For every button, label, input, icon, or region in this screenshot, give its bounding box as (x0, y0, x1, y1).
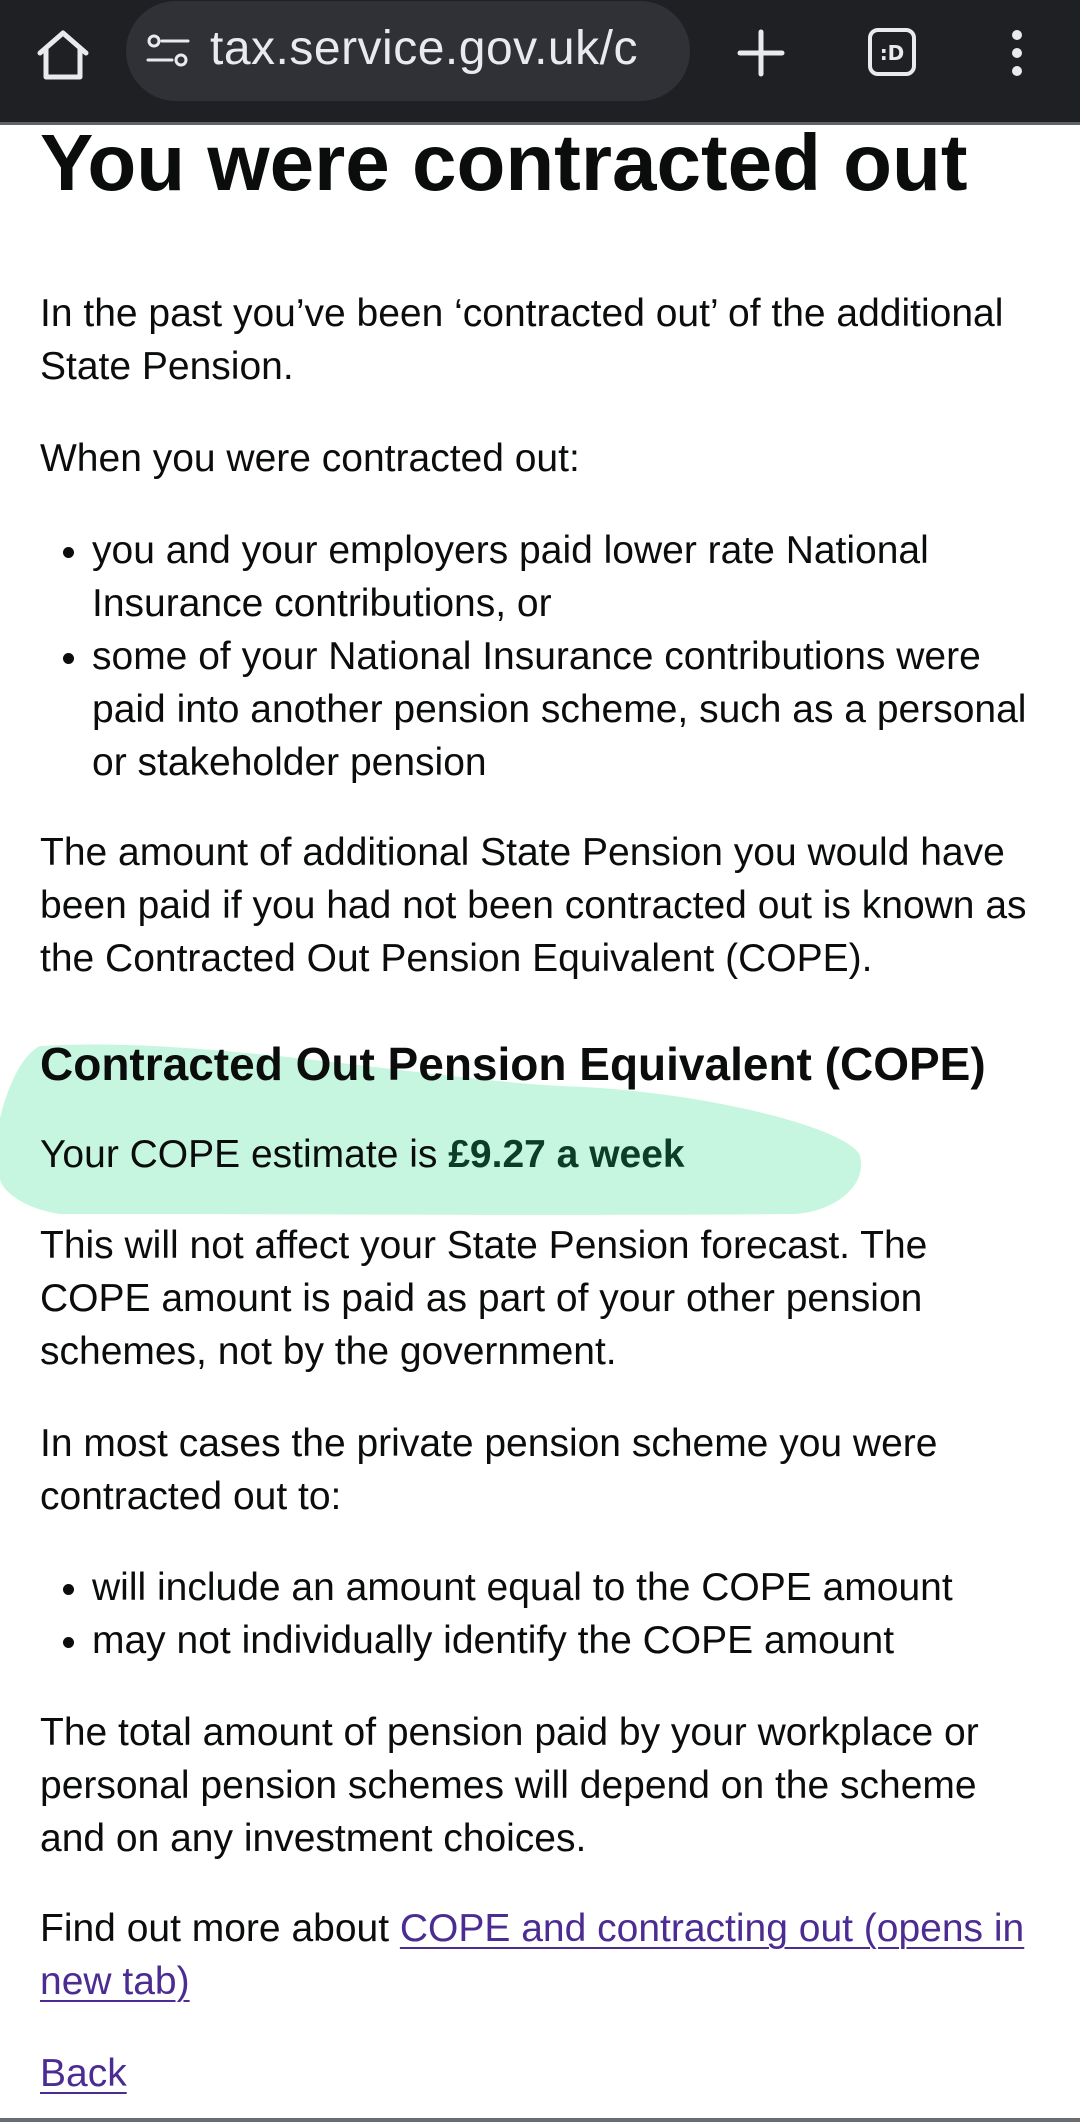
more-options-icon[interactable] (1000, 28, 1034, 78)
most-cases-label: In most cases the private pension scheme you were contracted out to: (40, 1422, 938, 1518)
back-link[interactable]: Back (40, 2052, 127, 2095)
list-item: • you and your employers paid lower rate National Insurance contributions, or (92, 524, 1040, 630)
find-out-paragraph (40, 1902, 1040, 2008)
intro-paragraph: In the past you’ve been ‘contracted out’ of the additional State Pension. (40, 292, 1004, 388)
cope-estimate (40, 1128, 1040, 1181)
when-list (40, 524, 1040, 789)
tab-switcher-icon[interactable] (866, 26, 918, 78)
list-item: • may not individually identify the COPE amount (92, 1614, 1040, 1667)
not-affect-paragraph: This will not affect your State Pension forecast. The COPE amount is paid as part of your other pension schemes, not by the government. (40, 1224, 928, 1373)
list-item: • some of your National Insurance contributions were paid into another pension scheme, such as a personal or stakeholder pension (92, 630, 1040, 789)
home-icon[interactable] (34, 26, 92, 84)
list-item: • will include an amount equal to the COPE amount (92, 1561, 1040, 1614)
new-tab-icon[interactable] (734, 26, 788, 80)
address-bar[interactable] (126, 1, 690, 101)
when-label: When you were contracted out: (40, 437, 580, 480)
find-out-prefix: Find out more about (40, 1907, 400, 1950)
bottom-divider (0, 2118, 1080, 2122)
page-title: You were contracted out (40, 118, 968, 207)
most-cases-list (40, 1561, 1040, 1667)
total-amount-paragraph: The total amount of pension paid by your workplace or personal pension schemes will depend on the scheme and on any investment choices. (40, 1711, 979, 1860)
cope-estimate-prefix: Your COPE estimate is (40, 1133, 449, 1176)
tab-count-label: :D (879, 41, 905, 65)
cope-info-link[interactable]: COPE and contracting out (opens in new tab) (40, 1907, 1025, 2003)
cope-definition: The amount of additional State Pension you would have been paid if you had not been contracted out is known as the Contracted Out Pension Equivalent (COPE). (40, 831, 1027, 980)
browser-toolbar (0, 0, 1080, 125)
site-settings-icon[interactable] (146, 33, 190, 69)
back-paragraph (40, 2047, 1040, 2100)
url-text[interactable]: tax.service.gov.uk/c (210, 22, 638, 75)
cope-estimate-value: £9.27 a week (448, 1133, 685, 1176)
cope-heading: Contracted Out Pension Equivalent (COPE) (40, 1038, 986, 1090)
